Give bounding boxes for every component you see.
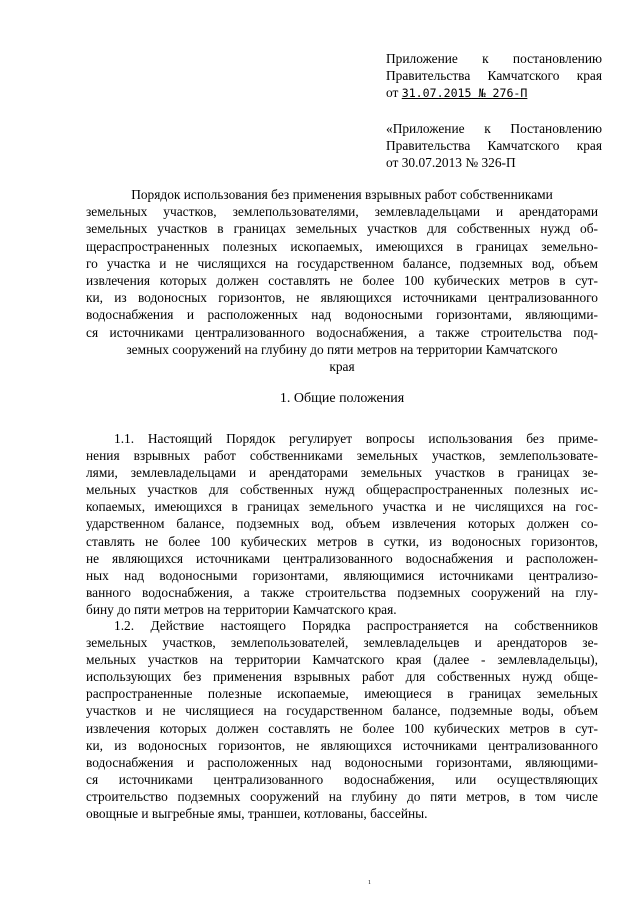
paragraph-line: 1.1. Настоящий Порядок регулирует вопросы использования без приме- <box>114 431 598 446</box>
paragraph-line: строительство подземных сооружений на глубину до пяти метров, в том числе <box>86 788 598 804</box>
paragraph-line: лями, землевладельцами и арендаторами земельных участков в границах зе- <box>86 465 598 481</box>
appendix-original-header <box>386 120 602 171</box>
appendix-current-line-3 <box>386 84 602 102</box>
title-line: щераспространенных полезных ископаемых, имеющихся в границах земельно- <box>86 238 598 254</box>
paragraph-1-1 <box>86 430 598 618</box>
paragraph-line: копаемых, имеющихся в границах земельного участка и не числящихся на гос- <box>86 499 598 515</box>
title-line: го участка и не числящихся на государственном балансе, подземных вод, объем <box>86 255 598 271</box>
paragraph-line: извлечения которых должен составлять не более 100 кубических метров в сут- <box>86 720 598 736</box>
paragraph-line: не являющихся источниками централизованного водоснабжения и расположен- <box>86 550 598 566</box>
title-line: извлечения которых должен составлять не более 100 кубических метров в сут- <box>86 273 598 289</box>
paragraph-line: ся источниками централизованного водоснабжения, или осуществляющих <box>86 771 598 787</box>
paragraph-line: овощные и выгребные ямы, траншеи, котлованы, бассейны. <box>86 806 428 822</box>
title-line: водоснабжения и расположенных над водоносными горизонтами, являющими- <box>86 307 598 323</box>
paragraph-line: нения взрывных работ собственниками земельных участков, землепользовате- <box>86 448 598 464</box>
title-line: Порядок использования без применения взрывных работ собственниками <box>131 187 553 202</box>
paragraph-line: участков и не числящиеся на государственном балансе, подземные воды, объем <box>86 703 598 719</box>
paragraph-1-2 <box>86 617 598 822</box>
paragraph-line: ки, из водоносных горизонтов, не являющихся источниками централизованного <box>86 737 598 753</box>
document-title <box>86 186 598 375</box>
paragraph-line: мельных участков для собственных нужд общераспространенных полезных ис- <box>86 482 598 498</box>
title-line: земельных участков в границах земельных участков для собственных нужд об- <box>86 221 598 237</box>
appendix-current-header <box>386 50 602 102</box>
paragraph-line: ванного водоснабжения, а также строительства подземных сооружений на глу- <box>86 584 598 600</box>
page-number: 1 <box>368 880 371 886</box>
appendix-original-line-2: Правительства Камчатского края <box>386 138 602 153</box>
appendix-current-line-1: Приложение к постановлению <box>386 51 602 66</box>
paragraph-line: бину до пяти метров на территории Камчатского края. <box>86 601 397 617</box>
appendix-date-prefix: от <box>386 85 402 100</box>
title-line: земных сооружений на глубину до пяти метров на территории Камчатского <box>126 341 558 357</box>
paragraph-line: ных над водоносными горизонтами, являющимися источниками централизо- <box>86 567 598 583</box>
appendix-original-line-3: от 30.07.2013 № 326-П <box>386 155 516 170</box>
paragraph-line: использующих без применения взрывных работ для собственных нужд обще- <box>86 669 598 685</box>
title-line: ки, из водоносных горизонтов, не являющихся источниками централизованного <box>86 290 598 306</box>
paragraph-line: мельных участков на территории Камчатского края (далее - землевладельцы), <box>86 652 598 668</box>
paragraph-line: ударственном балансе, подземных вод, объем извлечения которых должен со- <box>86 516 598 532</box>
paragraph-line: земельных участков, землепользователей, землевладельцев и арендаторов зе- <box>86 635 598 651</box>
appendix-date: 31.07.2015 <box>401 86 472 100</box>
appendix-number-prefix: № <box>471 86 493 100</box>
appendix-current-line-2: Правительства Камчатского края <box>386 68 602 83</box>
title-line: земельных участков, землепользователями, землевладельцами и арендаторами <box>86 204 598 220</box>
section-heading: 1. Общие положения <box>279 391 405 406</box>
paragraph-line: ставлять не более 100 кубических метров в сутки, из водоносных горизонтов, <box>86 533 598 549</box>
title-line: края <box>329 359 355 375</box>
paragraph-line: 1.2. Действие настоящего Порядка распространяется на собственников <box>114 618 598 633</box>
appendix-number: 276-П <box>492 86 528 100</box>
title-line: ся источниками централизованного водоснабжения, а также строительства под- <box>86 324 598 340</box>
appendix-original-line-1: «Приложение к Постановлению <box>386 121 602 136</box>
paragraph-line: распространенные полезные ископаемые, имеющиеся в границах земельных <box>86 686 598 702</box>
paragraph-line: водоснабжения и расположенных над водоносными горизонтами, являющими- <box>86 754 598 770</box>
